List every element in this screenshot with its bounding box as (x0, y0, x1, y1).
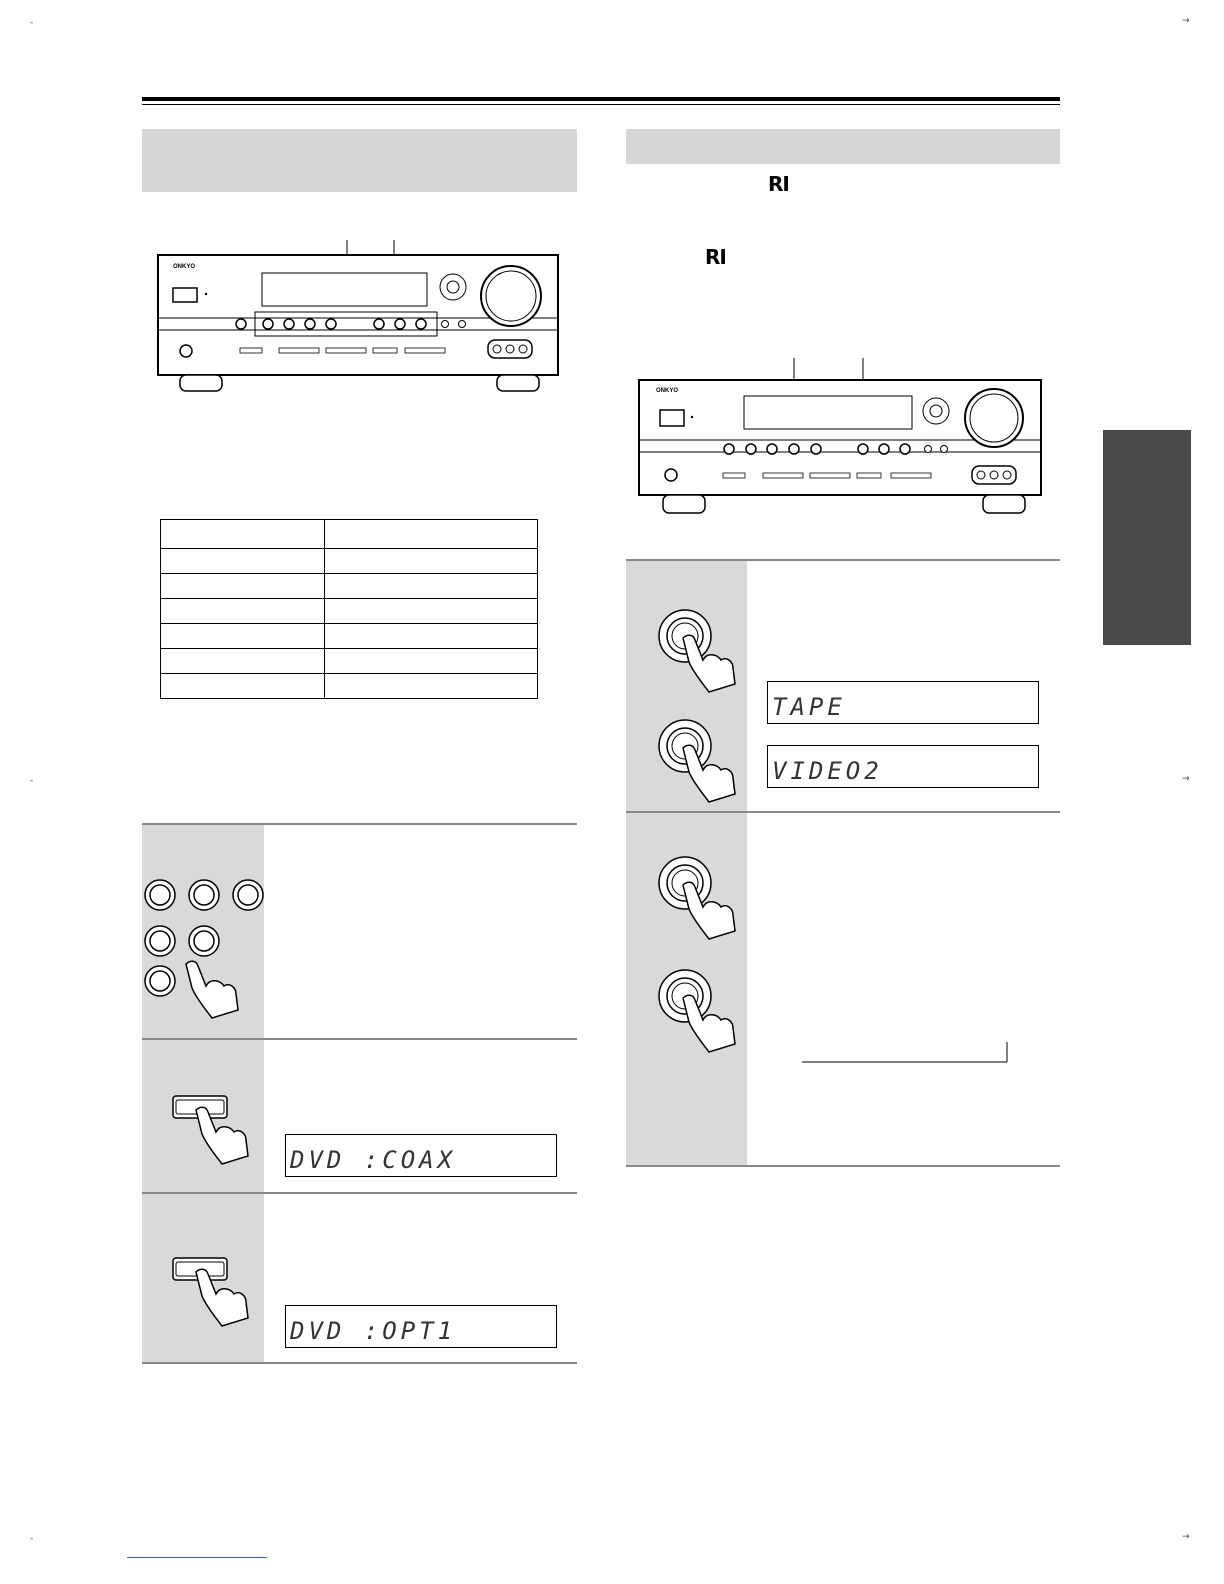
digital-input-button-icon (170, 1254, 270, 1334)
section-header-left (142, 129, 577, 192)
step-divider (142, 1362, 577, 1364)
display-dvd-coax: DVD :COAX (285, 1134, 557, 1177)
crop-mark: - (30, 18, 34, 28)
section-header-right (626, 129, 1060, 164)
table-row (161, 574, 538, 599)
video2-button-icon (655, 716, 750, 806)
brand-label: ONKYO (173, 264, 196, 270)
ri-logo-icon: RI (768, 172, 789, 196)
footer-link-underline (127, 1557, 267, 1558)
header-rule-thin (142, 104, 1060, 105)
input-selector-buttons-icon (140, 870, 266, 1020)
digital-input-button-icon (170, 1092, 270, 1172)
bracket-line (800, 1040, 1012, 1066)
selector-button-icon (655, 853, 750, 943)
side-tab (1103, 430, 1191, 645)
display-video2: VIDEO2 (767, 745, 1039, 788)
receiver-illustration-left (155, 230, 565, 400)
receiver-illustration-right (636, 350, 1046, 520)
table-row (161, 549, 538, 574)
display-dvd-opt1: DVD :OPT1 (285, 1305, 557, 1348)
crop-mark: - (30, 776, 34, 786)
table-row (161, 674, 538, 699)
tape-button-icon (655, 606, 750, 696)
brand-label: ONKYO (656, 388, 679, 394)
crop-mark: → (1182, 16, 1190, 26)
header-rule (142, 97, 1060, 101)
ri-logo-icon: RI (705, 245, 726, 269)
table-row (161, 599, 538, 624)
crop-mark: → (1182, 1532, 1190, 1542)
table-row (161, 649, 538, 674)
input-assignment-table (160, 519, 538, 699)
display-tape: TAPE (767, 681, 1039, 724)
step-divider (626, 1165, 1060, 1167)
table-row (161, 624, 538, 649)
crop-mark: → (1182, 774, 1190, 784)
selector-button-icon (655, 966, 750, 1056)
crop-mark: - (30, 1534, 34, 1544)
table-row (161, 520, 538, 549)
